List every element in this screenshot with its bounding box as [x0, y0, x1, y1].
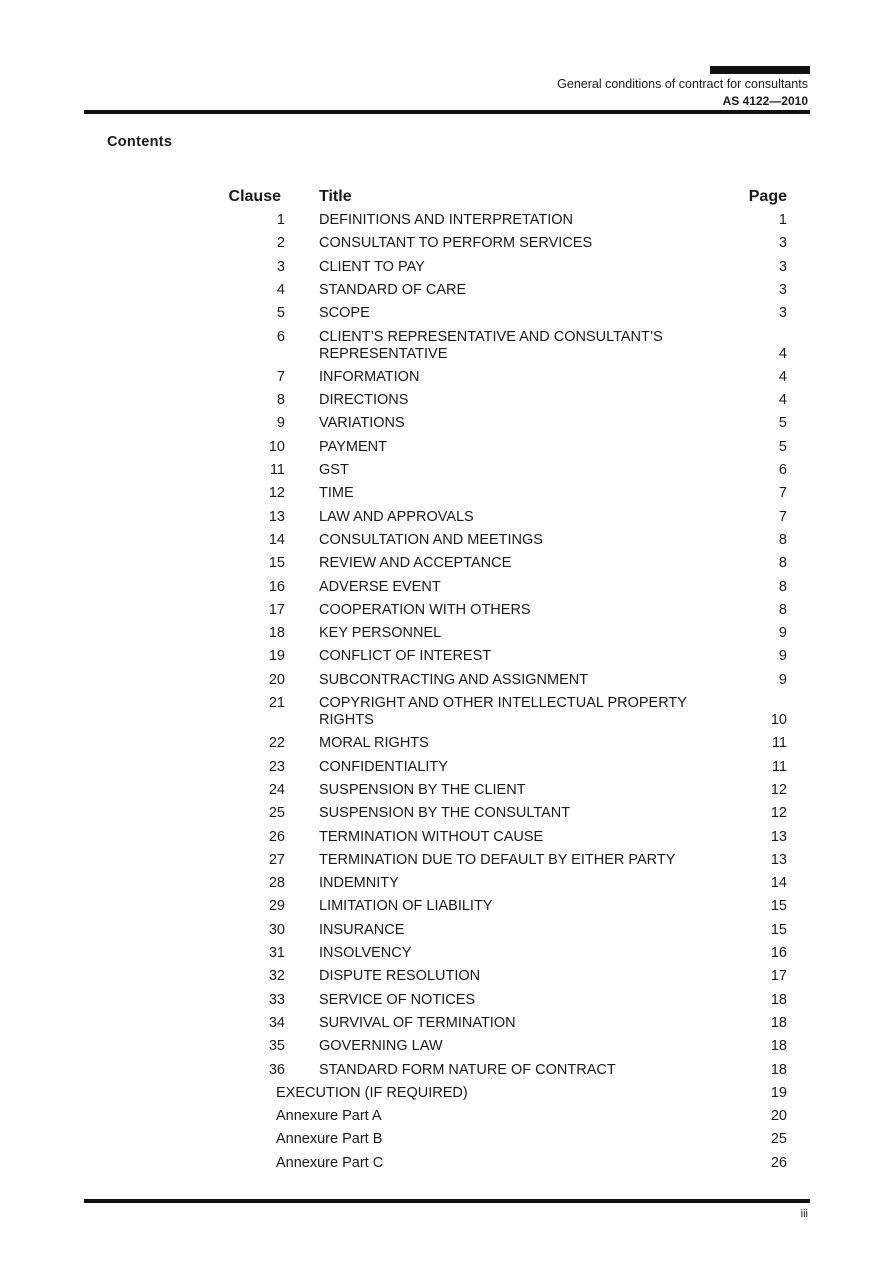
title-column-header: Title: [319, 188, 352, 205]
toc-entry[interactable]: [0, 282, 892, 299]
toc-entry[interactable]: [0, 1085, 892, 1102]
toc-page-number: 14: [770, 875, 787, 892]
toc-entry-title: INFORMATION: [319, 368, 420, 385]
toc-entry-title: STANDARD FORM NATURE OF CONTRACT: [319, 1061, 616, 1078]
toc-entry[interactable]: [0, 415, 892, 432]
toc-entry[interactable]: [0, 1062, 892, 1079]
toc-page-number: 5: [778, 415, 787, 432]
toc-entry-title: TERMINATION DUE TO DEFAULT BY EITHER PARTY: [319, 851, 676, 868]
toc-page-number: 8: [778, 601, 787, 618]
toc-entry[interactable]: [0, 555, 892, 572]
toc-page-number: 9: [778, 625, 787, 642]
page-number: iii: [800, 1208, 808, 1220]
toc-entry[interactable]: [0, 625, 892, 642]
toc-page-number: 17: [770, 968, 787, 985]
toc-entry[interactable]: [0, 968, 892, 985]
toc-clause-number: 15: [268, 555, 285, 572]
toc-entry[interactable]: [0, 829, 892, 846]
toc-clause-number: 18: [268, 625, 285, 642]
toc-clause-number: 30: [268, 921, 285, 938]
toc-clause-number: 36: [268, 1061, 285, 1078]
toc-entry[interactable]: [0, 212, 892, 229]
toc-entry-title: DIRECTIONS: [319, 392, 409, 409]
toc-clause-number: 5: [276, 305, 285, 322]
toc-page-number: 26: [770, 1154, 787, 1171]
page-column-header: Page: [748, 188, 787, 205]
toc-page-number: 13: [770, 828, 787, 845]
toc-entry[interactable]: [0, 329, 892, 363]
toc-clause-number: 4: [276, 281, 285, 298]
toc-clause-number: 2: [276, 235, 285, 252]
toc-clause-number: 24: [268, 781, 285, 798]
toc-clause-number: 25: [268, 805, 285, 822]
toc-page-number: 5: [778, 438, 787, 455]
toc-entry[interactable]: [0, 439, 892, 456]
toc-page-number: 16: [770, 945, 787, 961]
toc-clause-number: 3: [276, 258, 285, 275]
toc-entry[interactable]: [0, 945, 892, 962]
toc-page-number: 18: [770, 991, 787, 1008]
toc-entry[interactable]: [0, 235, 892, 252]
toc-entry-title: SCOPE: [319, 305, 370, 322]
toc-clause-number: 12: [268, 485, 285, 502]
toc-page-number: 20: [770, 1108, 787, 1125]
toc-entry-title: SURVIVAL OF TERMINATION: [319, 1014, 516, 1031]
toc-entry-title: Annexure Part C: [276, 1154, 384, 1171]
toc-page-number: 10: [770, 712, 787, 728]
toc-page-number: 19: [770, 1084, 787, 1101]
toc-clause-number: 13: [268, 508, 285, 525]
toc-entry[interactable]: [0, 392, 892, 409]
toc-clause-number: 10: [268, 438, 285, 455]
toc-entry[interactable]: [0, 875, 892, 892]
toc-entry[interactable]: [0, 485, 892, 502]
toc-clause-number: 8: [276, 392, 285, 409]
header-rule: [84, 110, 810, 114]
toc-entry-title: SERVICE OF NOTICES: [319, 991, 476, 1008]
contents-heading: Contents: [107, 134, 173, 150]
toc-entry[interactable]: [0, 462, 892, 479]
toc-page-number: 4: [778, 345, 787, 362]
toc-clause-number: 22: [268, 735, 285, 752]
toc-entry-title: Annexure Part A: [276, 1108, 382, 1125]
toc-clause-number: 32: [268, 968, 285, 985]
toc-page-number: 12: [770, 781, 787, 798]
toc-entry-title: DEFINITIONS AND INTERPRETATION: [319, 212, 574, 228]
toc-page-number: 8: [778, 578, 787, 595]
toc-page-number: 9: [778, 671, 787, 688]
toc-clause-number: 1: [276, 212, 285, 228]
toc-page-number: 18: [770, 1038, 787, 1055]
clause-column-header: Clause: [228, 188, 281, 205]
toc-entry-title: TIME: [319, 485, 354, 502]
toc-clause-number: 28: [268, 875, 285, 892]
toc-page-number: 1: [778, 212, 787, 228]
toc-entry[interactable]: [0, 1038, 892, 1055]
toc-page-number: 15: [770, 898, 787, 915]
toc-entry[interactable]: [0, 759, 892, 776]
toc-entry-title: REVIEW AND ACCEPTANCE: [319, 555, 512, 572]
toc-entry[interactable]: [0, 695, 892, 729]
toc-entry-title: STANDARD OF CARE: [319, 281, 467, 298]
toc-page-number: 25: [770, 1131, 787, 1148]
toc-page-number: 18: [770, 1014, 787, 1031]
toc-entry[interactable]: [0, 509, 892, 526]
toc-entry[interactable]: [0, 1108, 892, 1125]
toc-entry[interactable]: [0, 852, 892, 869]
toc-entry[interactable]: [0, 259, 892, 276]
toc-entry-title: CONSULTANT TO PERFORM SERVICES: [319, 235, 593, 252]
toc-entry-title: PAYMENT: [319, 438, 387, 455]
toc-entry-title: CONSULTATION AND MEETINGS: [319, 531, 543, 548]
toc-entry-title: LIMITATION OF LIABILITY: [319, 898, 493, 915]
toc-entry-title: EXECUTION (IF REQUIRED): [276, 1084, 468, 1101]
toc-entry-title: SUBCONTRACTING AND ASSIGNMENT: [319, 671, 589, 688]
toc-page-number: 6: [778, 462, 787, 478]
footer-rule: [84, 1199, 810, 1203]
toc-page-number: 3: [778, 305, 787, 322]
header-tab-bar: [710, 66, 810, 74]
toc-entry-title: COPYRIGHT AND OTHER INTELLECTUAL PROPERTY RIGHTS: [319, 695, 687, 728]
toc-clause-number: 7: [276, 368, 285, 385]
toc-entry[interactable]: [0, 805, 892, 822]
toc-entry-title: SUSPENSION BY THE CLIENT: [319, 781, 526, 798]
toc-entry-title: Annexure Part B: [276, 1131, 383, 1148]
toc-page-number: 9: [778, 648, 787, 665]
toc-page-number: 4: [778, 368, 787, 385]
toc-page-number: 7: [778, 485, 787, 502]
toc-entry-title: SUSPENSION BY THE CONSULTANT: [319, 805, 571, 822]
toc-page-number: 7: [778, 508, 787, 525]
toc-clause-number: 17: [268, 601, 285, 618]
toc-entry[interactable]: [0, 922, 892, 939]
toc-entry-title: INSURANCE: [319, 921, 405, 938]
toc-entry[interactable]: [0, 579, 892, 596]
toc-entry[interactable]: [0, 1155, 892, 1172]
toc-entry[interactable]: [0, 305, 892, 322]
toc-clause-number: 29: [268, 898, 285, 915]
toc-entry[interactable]: [0, 672, 892, 689]
toc-entry-title: ADVERSE EVENT: [319, 578, 441, 595]
toc-page-number: 11: [771, 735, 787, 752]
toc-entry[interactable]: [0, 1131, 892, 1148]
toc-clause-number: 19: [268, 648, 285, 665]
toc-entry[interactable]: [0, 369, 892, 386]
toc-clause-number: 16: [268, 578, 285, 595]
toc-clause-number: 6: [276, 328, 285, 345]
toc-entry-title: CONFIDENTIALITY: [319, 758, 448, 775]
toc-entry-title: INSOLVENCY: [319, 945, 412, 961]
toc-entry-title: VARIATIONS: [319, 415, 405, 432]
toc-entry[interactable]: [0, 648, 892, 665]
toc-entry-title: COOPERATION WITH OTHERS: [319, 601, 531, 618]
toc-page-number: 8: [778, 555, 787, 572]
toc-entry-title: TERMINATION WITHOUT CAUSE: [319, 828, 544, 845]
toc-entry[interactable]: [0, 1015, 892, 1032]
toc-entry[interactable]: [0, 782, 892, 799]
toc-entry-title: GST: [319, 462, 349, 478]
toc-entry[interactable]: [0, 602, 892, 619]
toc-clause-number: 11: [269, 462, 285, 478]
toc-page-number: 15: [770, 921, 787, 938]
toc-entry-title: INDEMNITY: [319, 875, 399, 892]
toc-clause-number: 34: [268, 1014, 285, 1031]
toc-page-number: 18: [770, 1061, 787, 1078]
toc-clause-number: 9: [276, 415, 285, 432]
toc-entry-title: MORAL RIGHTS: [319, 735, 429, 752]
toc-entry[interactable]: [0, 992, 892, 1009]
toc-page-number: 8: [778, 531, 787, 548]
toc-entry-title: KEY PERSONNEL: [319, 625, 442, 642]
toc-page-number: 3: [778, 281, 787, 298]
toc-entry[interactable]: [0, 898, 892, 915]
toc-entry-title: CLIENT TO PAY: [319, 258, 425, 275]
toc-page-number: 13: [770, 851, 787, 868]
toc-page-number: 12: [770, 805, 787, 822]
toc-page-number: 3: [778, 235, 787, 252]
toc-entry-title: GOVERNING LAW: [319, 1038, 443, 1055]
toc-clause-number: 20: [268, 671, 285, 688]
toc-page-number: 11: [771, 758, 787, 775]
toc-entry-title: LAW AND APPROVALS: [319, 508, 474, 525]
toc-page-number: 4: [778, 392, 787, 409]
toc-clause-number: 35: [268, 1038, 285, 1055]
toc-entry-title: CLIENT’S REPRESENTATIVE AND CONSULTANT’S REPRESENTATIVE: [319, 328, 663, 362]
toc-clause-number: 33: [268, 991, 285, 1008]
toc-clause-number: 21: [268, 695, 285, 711]
toc-clause-number: 23: [268, 758, 285, 775]
toc-clause-number: 26: [268, 828, 285, 845]
standard-code: AS 4122—2010: [722, 94, 808, 108]
toc-entry-title: DISPUTE RESOLUTION: [319, 968, 481, 985]
toc-clause-number: 31: [268, 945, 285, 961]
document-title: General conditions of contract for consultants: [557, 77, 808, 91]
toc-clause-number: 27: [268, 851, 285, 868]
toc-clause-number: 14: [268, 531, 285, 548]
toc-entry-title: CONFLICT OF INTEREST: [319, 648, 492, 665]
toc-entry[interactable]: [0, 735, 892, 752]
toc-page-number: 3: [778, 258, 787, 275]
toc-entry[interactable]: [0, 532, 892, 549]
